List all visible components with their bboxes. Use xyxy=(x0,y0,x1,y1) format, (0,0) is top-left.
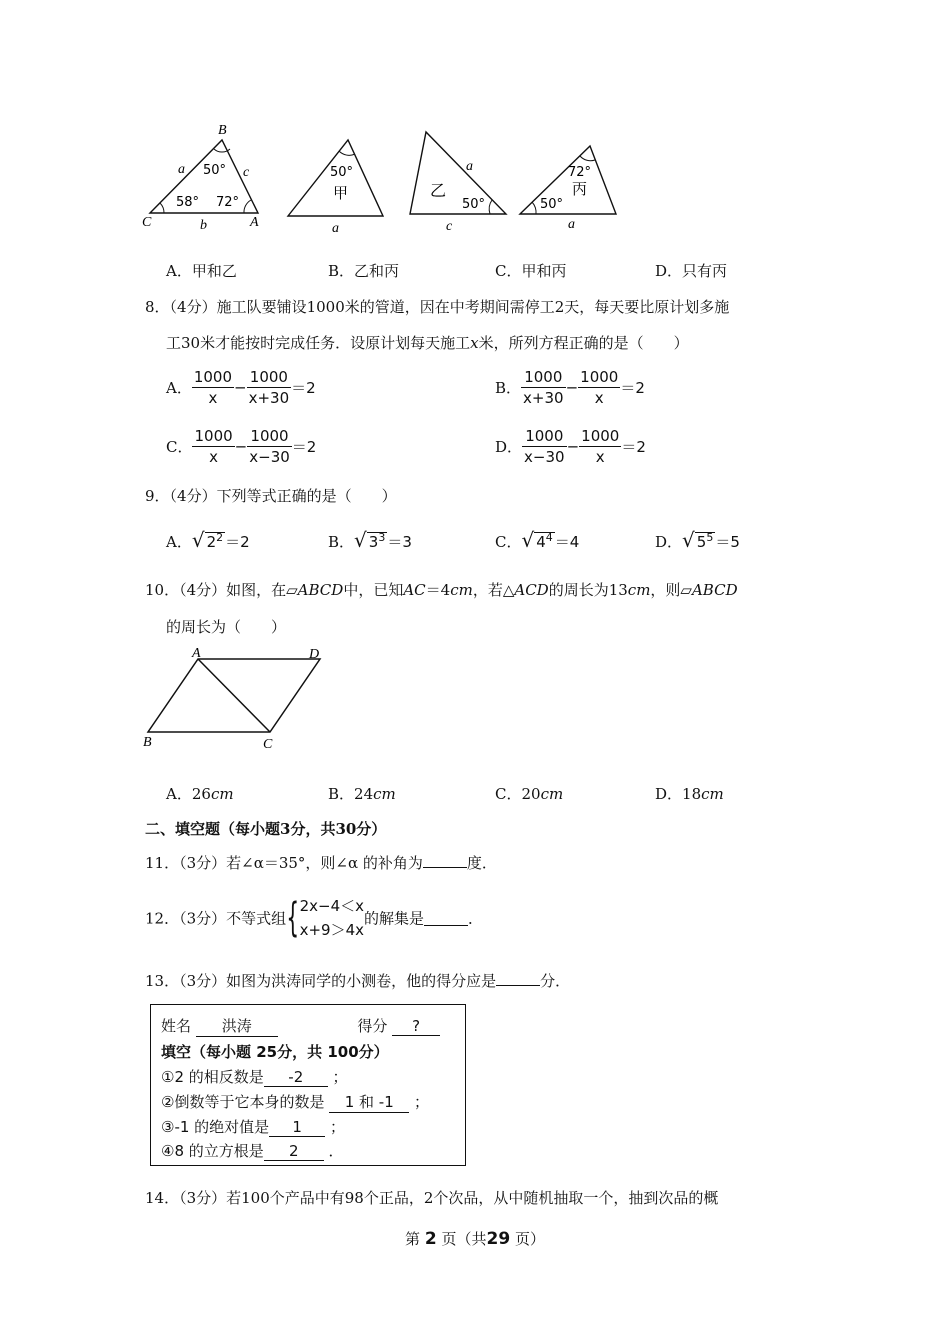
bing-angle-top: 72° xyxy=(568,165,592,180)
radicand: $4^4$ xyxy=(536,531,553,551)
vertex-d: D xyxy=(309,647,320,662)
answer-blank[interactable] xyxy=(496,971,540,986)
fraction: $\frac{1000}{x+30}$ xyxy=(248,368,290,407)
bing-angle-left: 50° xyxy=(540,197,564,212)
quiz-title: 填空（每小题 25分，共 100分） xyxy=(161,1043,389,1061)
vertex-b: B xyxy=(143,735,152,750)
angle-b-value: 50° xyxy=(203,163,227,178)
fraction: $\frac{1000}{x}$ xyxy=(580,368,619,407)
q9-option-d: D．√ $5^5 =5$ xyxy=(655,528,740,552)
parallelogram-figure xyxy=(140,644,340,754)
label-A: A xyxy=(250,215,259,230)
sqrt-sign: √ xyxy=(682,528,695,552)
q8-option-d: D． $\frac{1000}{x-30}$ − $\frac{1000}{x}$ ＝2 xyxy=(495,427,646,466)
diagonal-ac xyxy=(198,659,270,732)
bing-name: 丙 xyxy=(572,180,588,198)
q10-option-b: B．24cm xyxy=(328,785,396,803)
q8-var: x xyxy=(470,334,479,352)
fraction: $\frac{1000}{x}$ xyxy=(193,368,233,407)
q10-line1: 10．（4分）如图，在▱ABCD中，已知AC＝4cm，若△ACD的周长为13cm，则▱ABCD xyxy=(145,581,738,599)
triangle-bing xyxy=(520,146,616,214)
q11: 11．（3分）若∠α＝35°，则∠α 的补角为 度． xyxy=(145,854,497,872)
fraction: $\frac{1000}{x}$ xyxy=(194,427,233,466)
q8-line2 xyxy=(166,332,689,353)
brace: { xyxy=(286,895,300,941)
label-b: b xyxy=(200,218,207,233)
sqrt-sign: √ xyxy=(521,528,535,552)
q8-option-a: A． $\frac{1000}{x}$ − $\frac{1000}{x+30}$ ＝2 xyxy=(166,368,316,407)
q12: 12．（3分）不等式组{ 2x−4＜x x+9＞4x 的解集是 ． xyxy=(145,895,484,941)
q9-option-c: C．√ $4^4 =4$ xyxy=(495,528,580,552)
q7-option-a: A．甲和乙 xyxy=(166,262,237,280)
q8-line2-pre: 工30米才能按时完成任务．设原计划每天施工 xyxy=(166,334,471,352)
q8-option-c: C． $\frac{1000}{x}$ − $\frac{1000}{x-30}$ ＝2 xyxy=(166,427,317,466)
q8-line2-post: 米，所列方程正确的是（ ） xyxy=(478,334,689,352)
yi-side-c: c xyxy=(446,219,453,234)
q8-line1: 8．（4分）施工队要铺设1000米的管道，因在中考期间需停工2天，每天要比原计划多施 xyxy=(145,298,730,316)
fraction: $\frac{1000}{x-30}$ xyxy=(249,427,290,466)
section-heading: 二、填空题（每小题3分，共30分） xyxy=(145,820,387,838)
vertex-c: C xyxy=(263,737,273,752)
q9-option-a: A．√ $2^2 =2$ xyxy=(166,528,250,552)
label-a: a xyxy=(178,162,185,177)
quiz-header: 姓名 洪涛 得分 ? xyxy=(161,1015,440,1037)
quiz-item: ③-1 的绝对值是 1 ； xyxy=(161,1118,345,1136)
yi-side-a: a xyxy=(466,159,473,174)
q8-c-label: C． xyxy=(166,438,193,456)
label-c: c xyxy=(243,165,250,180)
q13: 13．（3分）如图为洪涛同学的小测卷，他的得分应是 分． xyxy=(145,972,571,990)
quiz-card xyxy=(150,1004,466,1166)
label-B: B xyxy=(218,123,227,138)
q10-option-d: D．18cm xyxy=(655,785,724,803)
q7-option-b: B．乙和丙 xyxy=(328,262,400,280)
q9-option-b: B．√ $3^3 =3$ xyxy=(328,528,412,552)
sqrt-sign: √ xyxy=(191,528,205,552)
q8-option-b: B． $\frac{1000}{x+30}$ − $\frac{1000}{x}$ ＝2 xyxy=(495,368,645,407)
radicand: $5^5$ xyxy=(696,531,714,551)
angle-c-value: 58° xyxy=(176,195,200,210)
answer-blank[interactable] xyxy=(423,853,467,868)
q8-d-label: D． xyxy=(495,438,523,456)
q10-line2: 的周长为（ ） xyxy=(166,618,287,636)
q14: 14．（3分）若100个产品中有98个正品，2个次品，从中随机抽取一个，抽到次品的概 xyxy=(145,1189,719,1207)
answer-blank[interactable] xyxy=(424,911,468,926)
quiz-item: ①2 的相反数是 -2 ； xyxy=(161,1068,348,1086)
fraction: $\frac{1000}{x+30}$ xyxy=(523,368,564,407)
sqrt-sign: √ xyxy=(354,528,367,552)
q7-option-d: D．只有丙 xyxy=(655,262,728,280)
jia-side: a xyxy=(332,221,339,236)
q10-option-c: C．20cm xyxy=(495,785,564,803)
q8-b-label: B． xyxy=(495,379,522,397)
q10-option-a: A．26cm xyxy=(166,785,234,803)
q7-option-c: C．甲和丙 xyxy=(495,262,567,280)
inequality-system: 2x−4＜x x+9＞4x xyxy=(299,897,365,939)
quiz-item: ④8 的立方根是 2 ． xyxy=(161,1142,344,1160)
q9-stem: 9．（4分）下列等式正确的是（ ） xyxy=(145,487,397,505)
page-footer: 第 2 页（共29 页） xyxy=(405,1229,545,1249)
q7-figures xyxy=(140,118,630,238)
bing-side: a xyxy=(568,217,575,232)
jia-angle: 50° xyxy=(330,165,354,180)
radicand: $3^3$ xyxy=(368,531,386,551)
vertex-a: A xyxy=(192,646,201,661)
fraction: $\frac{1000}{x-30}$ xyxy=(524,427,565,466)
quiz-item: ②倒数等于它本身的数是 1 和 -1 ； xyxy=(161,1093,430,1111)
fraction: $\frac{1000}{x}$ xyxy=(581,427,620,466)
yi-angle: 50° xyxy=(462,197,486,212)
angle-a-value: 72° xyxy=(216,195,240,210)
label-C: C xyxy=(142,215,152,230)
q8-a-label: A． xyxy=(166,379,192,397)
yi-name: 乙 xyxy=(430,181,447,200)
radicand: $2^2$ xyxy=(206,531,224,551)
triangle-yi xyxy=(410,132,506,214)
jia-name: 甲 xyxy=(333,184,349,202)
